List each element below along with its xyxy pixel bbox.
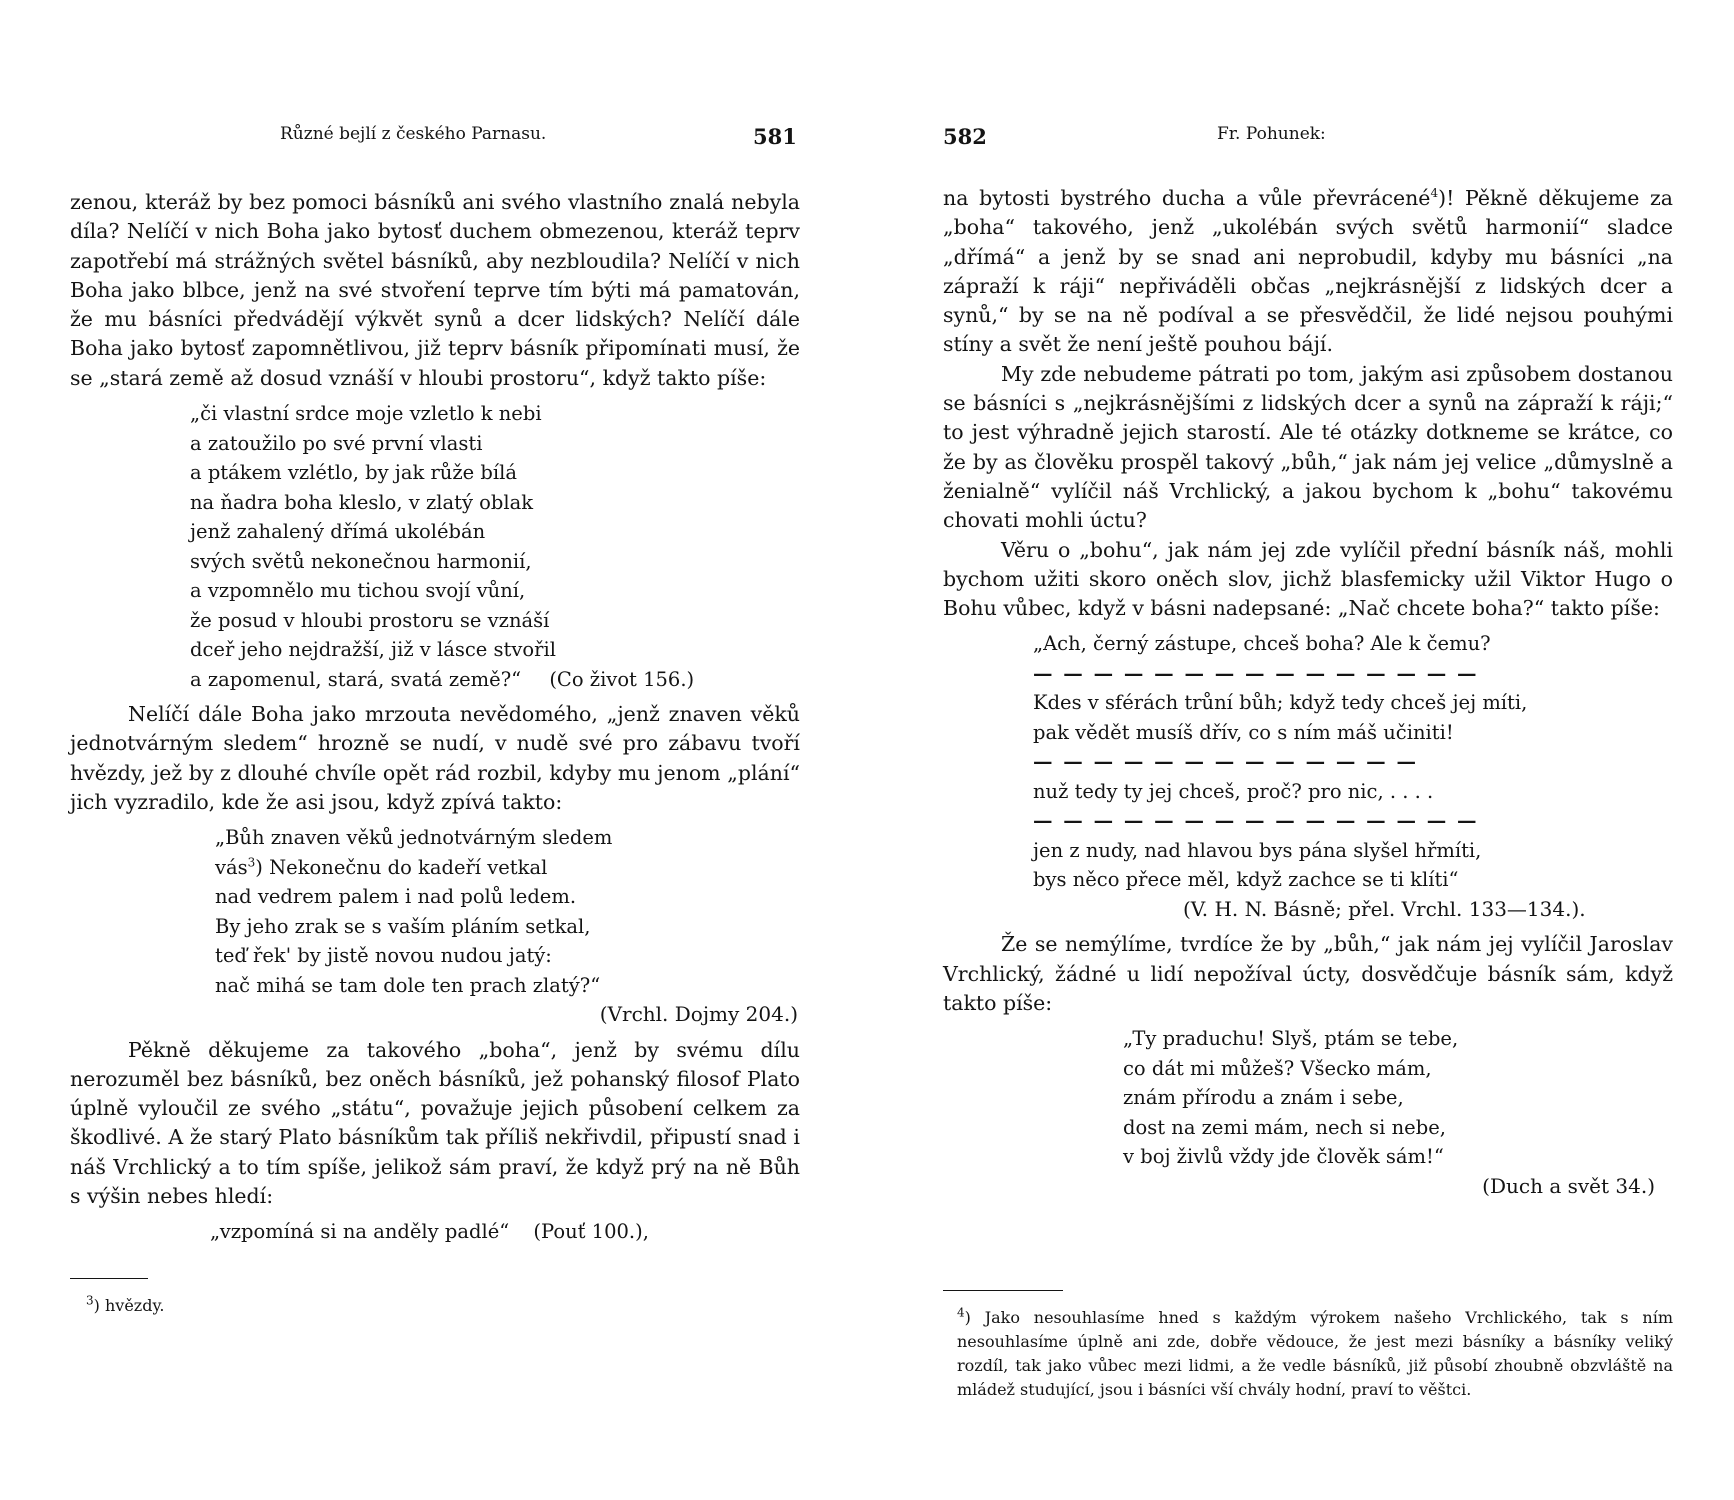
citation: (V. H. N. Básně; přel. Vrchl. 133—134.). bbox=[1183, 896, 1586, 921]
verse-text: a zapomenul, stará, svatá země?“ bbox=[190, 667, 522, 691]
ellipsis-dashes: — — — — — — — — — — — — — — — bbox=[1033, 809, 1479, 833]
running-head: Fr. Pohunek: bbox=[1217, 124, 1326, 144]
verse-text: ) Nekonečnu do kadeří vetkal bbox=[255, 855, 548, 879]
paragraph-text: )! Pěkně děkujeme za „boha“ takového, jenž „ukolébán svých světů harmonií“ sladce „dřímá“ a jenž by se snad ani neprobudil, kdyby mu básníci „na zápraží k ráji“ nepřiváděli občas „nejkrásnější z lidských dcer a synů,“ by se na ně podíval a se přesvědčil, že lidé nejsou pouhými stíny a svět že není ještě pouhou bájí. bbox=[943, 186, 1674, 357]
verse-line: jenž zahalený dřímá ukolébán bbox=[190, 520, 486, 544]
footnote-rule bbox=[70, 1278, 148, 1279]
verse-line: jen z nudy, nad hlavou bys pána slyšel hřmíti, bbox=[1033, 838, 1482, 862]
page-number: 581 bbox=[753, 124, 797, 149]
body-text bbox=[70, 188, 800, 1247]
verse-line: co dát mi můžeš? Všecko mám, bbox=[1123, 1056, 1432, 1080]
body-text bbox=[943, 184, 1673, 1201]
verse-line: a vzpomnělo mu tichou svojí vůní, bbox=[190, 579, 526, 603]
verse-text: „vzpomíná si na anděly padlé“ bbox=[210, 1220, 510, 1244]
page-582 bbox=[867, 0, 1734, 1500]
ellipsis-dashes: — — — — — — — — — — — — — bbox=[1033, 750, 1418, 774]
footnote-mark: 3 bbox=[86, 1293, 94, 1308]
citation: (Pouť 100.), bbox=[533, 1220, 649, 1244]
verse-line bbox=[210, 1217, 800, 1247]
verse-line: By jeho zrak se s vaším pláním setkal, bbox=[215, 914, 591, 938]
verse-quote bbox=[1033, 629, 1673, 895]
paragraph: Věru o „bohu“, jak nám jej zde vylíčil přední básník náš, mohli bychom užiti skoro oněch slov, jichž blasfemicky užil Viktor Hugo o Bohu vůbec, když v básni nadepsané: „Nač chcete boha?“ takto píše: bbox=[943, 537, 1673, 621]
verse-line bbox=[215, 853, 800, 883]
running-head: Různé bejlí z českého Parnasu. bbox=[280, 124, 547, 144]
verse-line: „či vlastní srdce moje vzletlo k nebi bbox=[190, 402, 542, 426]
page-number: 582 bbox=[943, 124, 987, 149]
verse-line: Kdes v sférách trůní bůh; když tedy chceš jej míti, bbox=[1033, 691, 1528, 715]
verse-line: a zatoužilo po své první vlasti bbox=[190, 431, 483, 455]
verse-line: „Ty praduchu! Slyš, ptám se tebe, bbox=[1123, 1027, 1459, 1051]
verse-quote bbox=[190, 399, 800, 694]
verse-line: bys něco přece měl, když zachce se ti klíti“ bbox=[1033, 868, 1459, 892]
verse-line: dost na zemi mám, nech si nebe, bbox=[1123, 1115, 1446, 1139]
footnote-rule bbox=[943, 1290, 1063, 1291]
verse-quote bbox=[1123, 1024, 1673, 1172]
footnote-mark: 4 bbox=[957, 1305, 965, 1320]
verse-line bbox=[190, 665, 800, 695]
ellipsis-dashes: — — — — — — — — — — — — — — — bbox=[1033, 661, 1479, 685]
verse-line: znám přírodu a znám i sebe, bbox=[1123, 1086, 1404, 1110]
verse-text: vás bbox=[215, 855, 248, 879]
footnote bbox=[957, 1306, 1673, 1402]
verse-quote bbox=[210, 1217, 800, 1247]
paragraph: My zde nebudeme pátrati po tom, jakým asi způsobem dostanou se básníci s „nejkrásnějšími z lidských dcer a synů na zápraží k ráji;“ to jest výhradně jejich starostí. Ale té otázky dotkneme se krátce, co že by as člověku prospěl takový „bůh,“ jak nám jej velice „důmyslně a ženialně“ vylíčil náš Vrchlický, a jakou bychom k „bohu“ takovému chovati mohli úctu? bbox=[943, 361, 1673, 533]
paragraph: Že se nemýlíme, tvrdíce že by „bůh,“ jak nám jej vylíčil Jaroslav Vrchlický, žádné u lidí nepožíval úcty, dosvědčuje básník sám, když takto píše: bbox=[943, 932, 1673, 1015]
footnote-reference: 3 bbox=[247, 855, 256, 870]
citation: (Vrchl. Dojmy 204.) bbox=[599, 1002, 798, 1027]
verse-line: svých světů nekonečnou harmonií, bbox=[190, 549, 532, 573]
paragraph: Pěkně děkujeme za takového „boha“, jenž by svému dílu nerozuměl bez básníků, bez oněch básníků, jež pohanský filosof Plato úplně vyloučil ze svého „státu“, považuje jejich působení celkem za škodlivé. A že starý Plato básníkům tak příliš nekřivdil, připustí snad i náš Vrchlický a to tím spíše, jelikož sám praví, že když prý na ně Bůh s výšin nebes hledí: bbox=[70, 1037, 800, 1209]
paragraph: Nelíčí dále Boha jako mrzouta nevědomého, „jenž znaven věků jednotvárným sledem“ hrozně se nudí, v nudě své pro zábavu tvoří hvězdy, jež by z dlouhé chvíle opět rád rozbil, kdyby mu jenom „plání“ jich vyzradilo, kde že asi jsou, když zpívá takto: bbox=[70, 702, 800, 814]
verse-line: „Bůh znaven věků jednotvárným sledem bbox=[215, 826, 613, 850]
footnote-reference: 4 bbox=[1430, 186, 1439, 201]
paragraph bbox=[943, 184, 1673, 360]
footnote bbox=[86, 1294, 386, 1318]
paragraph-text: na bytosti bystrého ducha a vůle převrácené bbox=[943, 186, 1431, 210]
footnote-text: ) Jako nesouhlasíme hned s každým výrokem našeho Vrchlického, tak s ním nesouhlasíme úplně ani zde, dobře vědouce, že jest mezi básníky a básníky veliký rozdíl, tak jako vůbec mezi lidmi, a že vedle básníků, již působí zhoubně obzvláště na mládež studující, jsou i básníci vší chvály hodní, praví to věštci. bbox=[957, 1308, 1673, 1399]
verse-line: dceř jeho nejdražší, již v lásce stvořil bbox=[190, 638, 556, 662]
verse-line: a ptákem vzlétlo, by jak růže bílá bbox=[190, 461, 517, 485]
paragraph: zenou, kteráž by bez pomoci básníků ani svého vlastního znalá nebyla díla? Nelíčí v nich Boha jako bytosť duchem obmezenou, kteráž teprv zapotřebí má strážných světel básníků, aby nezbloudila? Nelíčí v nich Boha jako blbce, jenž na své stvoření teprve tím býti má pamatován, že mu básníci předvádějí výkvět synů a dcer lidských? Nelíčí dále Boha jako bytosť zapomnětlivou, již teprv básník připomínati musí, že se „stará země až dosud vznáší v hloubi prostoru“, když takto píše: bbox=[70, 190, 800, 390]
citation: (Duch a svět 34.) bbox=[1482, 1173, 1655, 1198]
verse-line: v boj živlů vždy jde člověk sám!“ bbox=[1123, 1145, 1444, 1169]
verse-line: že posud v hloubi prostoru se vznáší bbox=[190, 608, 550, 632]
verse-line: nad vedrem palem i nad polů ledem. bbox=[215, 885, 577, 909]
footnote-text: ) hvězdy. bbox=[93, 1296, 165, 1315]
verse-line: „Ach, černý zástupe, chceš boha? Ale k čemu? bbox=[1033, 632, 1491, 656]
verse-line: nač mihá se tam dole ten prach zlatý?“ bbox=[215, 973, 601, 997]
verse-line: pak vědět musíš dřív, co s ním máš učiniti! bbox=[1033, 720, 1454, 744]
citation: (Co život 156.) bbox=[549, 667, 695, 691]
verse-line: na ňadra boha kleslo, v zlatý oblak bbox=[190, 490, 534, 514]
verse-line: nuž tedy ty jej chceš, proč? pro nic, . . . . bbox=[1033, 779, 1434, 803]
verse-line: teď řek' by jistě novou nudou jatý: bbox=[215, 944, 552, 968]
verse-quote bbox=[215, 823, 800, 1000]
